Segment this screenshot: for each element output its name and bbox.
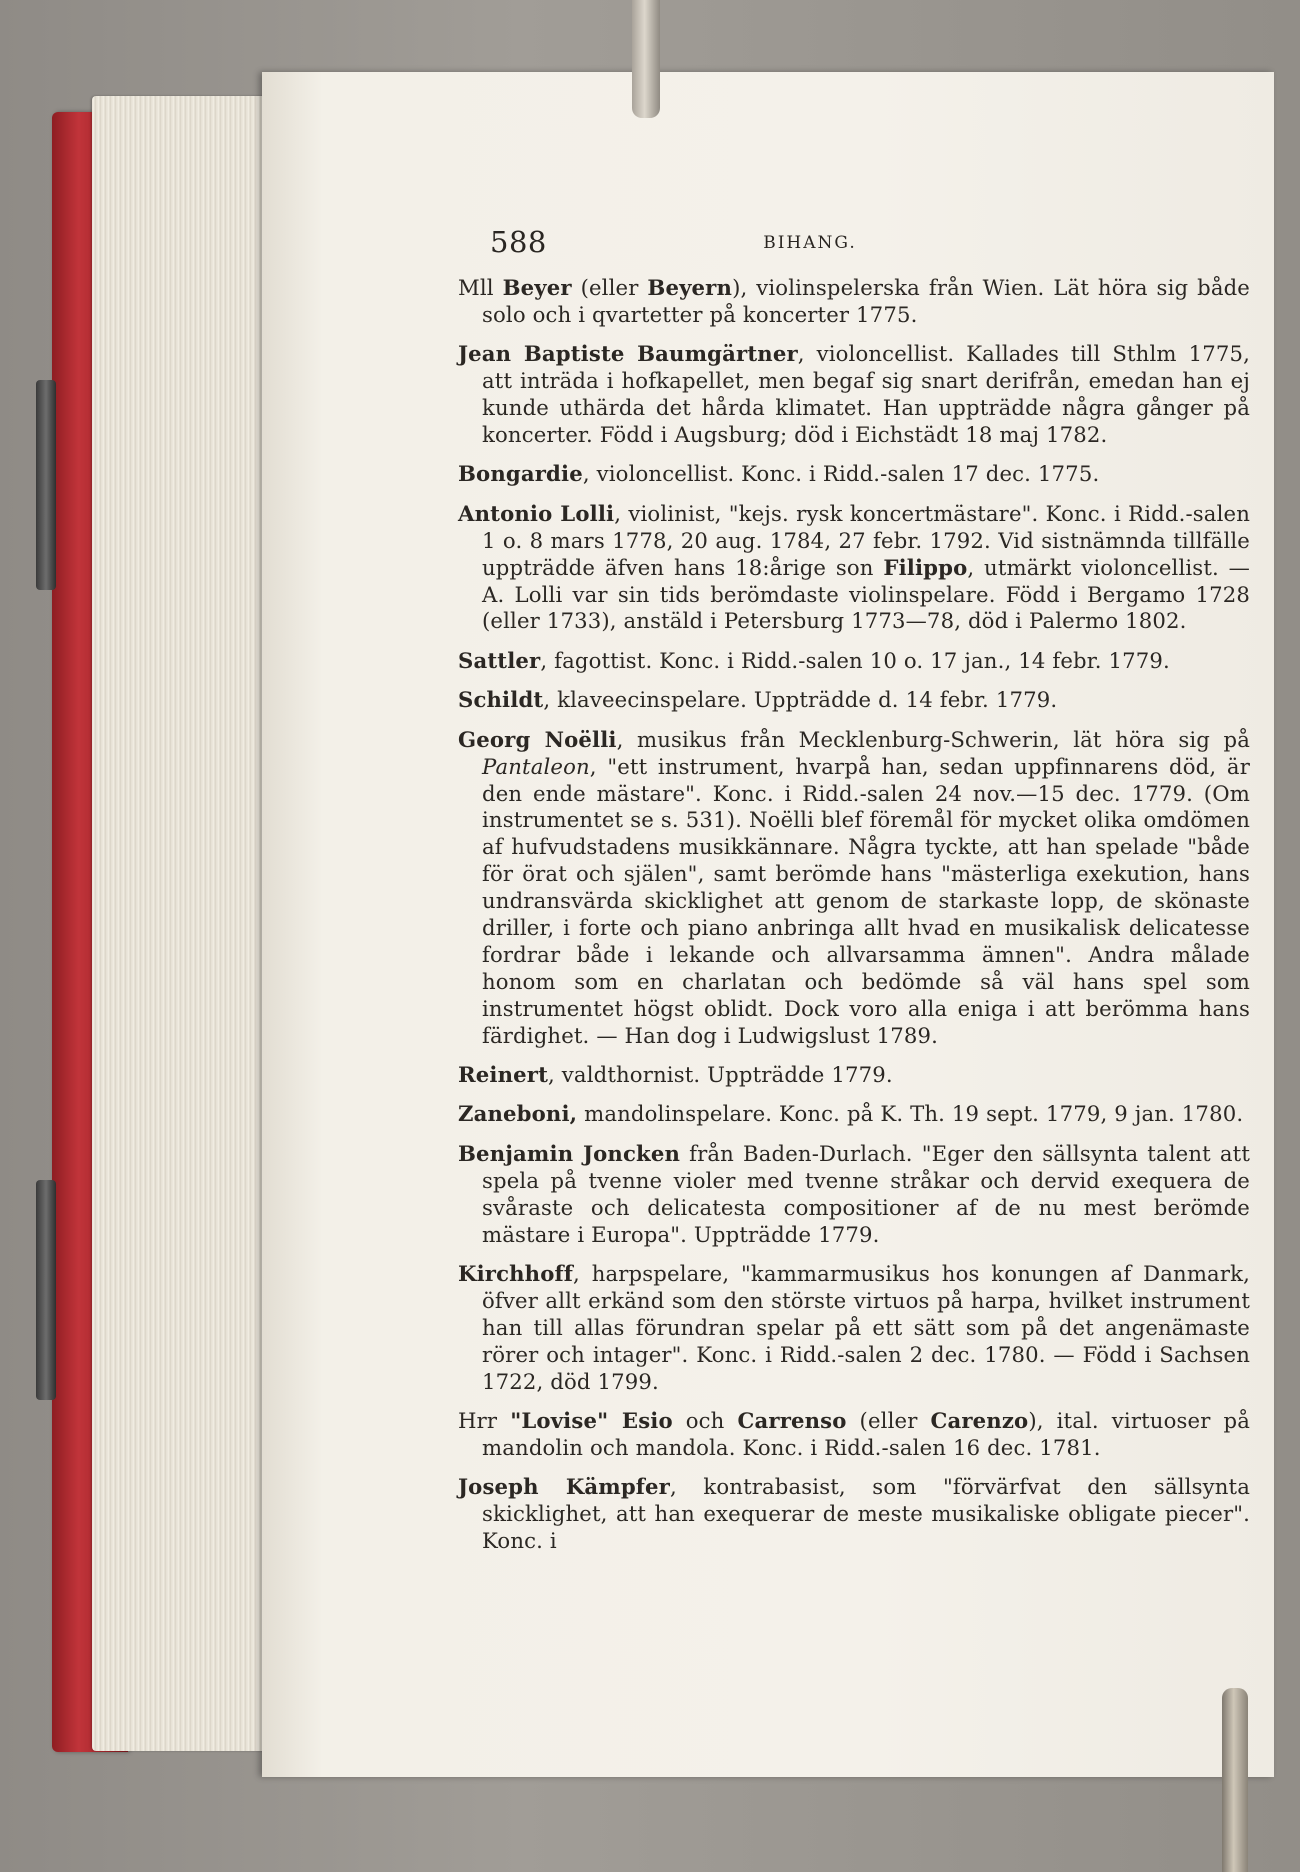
entry-text: , klaveecinspelare. Uppträdde d. 14 febr. 1779.: [543, 687, 1058, 713]
entry-italic: Pantaleon: [482, 753, 590, 779]
entry-name: Sattler: [458, 647, 541, 673]
entry-text: , fagottist. Konc. i Ridd.-salen 10 o. 17 jan., 14 febr. 1779.: [540, 647, 1170, 673]
running-head: BIHANG.: [763, 233, 857, 253]
entry-text: (eller: [571, 275, 648, 300]
entry-name: Reinert: [458, 1062, 549, 1088]
entry-name: Zaneboni,: [458, 1101, 578, 1127]
entry-text: , valdthornist. Uppträdde 1779.: [548, 1062, 893, 1088]
entry-kirchhoff: [458, 1261, 1250, 1396]
entry-prefix: Hrr: [458, 1408, 511, 1434]
entry-beyer: [458, 275, 1250, 329]
entry-name: Antonio Lolli: [458, 500, 615, 526]
entry-joncken: [458, 1141, 1250, 1249]
entry-name-alt: Filippo: [883, 554, 968, 580]
entry-name: Georg Noëlli: [458, 726, 617, 752]
entry-text: mandolinspelare. Konc. på K. Th. 19 sept. 1779, 9 jan. 1780.: [577, 1101, 1244, 1127]
entry-text: och: [672, 1408, 738, 1434]
entry-text: , "ett instrument, hvarpå han, sedan uppfinnarens död, är den ende mästare". Konc. i Ridd.-salen 24 nov.—15 dec. 1779. (Om instrumentet se s. 531). Noëlli blef föremål för mycket olika omdömen af hufvudstadens musikkännare. Några tyckte, att han spelade "både för örat och själen", samt berömde hans "mästerliga exekution, hans undransvärda skicklighet att genom de starkaste lopp, de skönaste driller, i forte och piano anbringa allt hvad en musikalisk delicatesse fordrar både i lekande och allvarsamma ämnen". Andra målade honom som en charlatan och bedömde så väl hans spel som instrumentet högst oblidt. Dock voro alla eniga i att berömma hans färdighet. — Han dog i Ludwigslust 1789.: [482, 753, 1250, 1048]
entry-text: ), ital. virtuoser på mandolin och mandola. Konc. i Ridd.-salen 16 dec. 1781.: [482, 1408, 1250, 1460]
entry-text: ), violinspelerska från Wien. Lät höra sig både solo och i qvartetter på koncerter 1775.: [482, 275, 1250, 327]
entry-text: , harpspelare, "kammarmusikus hos konungen af Danmark, öfver allt erkänd som den störste virtuos på harpa, hvilket instrument han till allas förundran spelar på ett sätt som på det angenämaste rörer och intager". Konc. i Ridd.-salen 2 dec. 1780. — Född i Sachsen 1722, död 1799.: [482, 1261, 1250, 1394]
binding-clip: [36, 380, 56, 590]
entry-text: , utmärkt violoncellist. — A. Lolli var sin tids berömdaste violinspelare. Född i Bergamo 1728 (eller 1733), anstäld i Petersburg 1773—78, död i Palermo 1802.: [482, 554, 1250, 634]
entry-esio-carrenso: [458, 1408, 1250, 1462]
entry-text: , violoncellist. Konc. i Ridd.-salen 17 dec. 1775.: [582, 461, 1100, 487]
entry-prefix: Mll: [458, 275, 503, 300]
entry-name-alt: Beyern: [647, 275, 733, 300]
entry-kampfer: [458, 1474, 1250, 1555]
entry-name: Schildt: [458, 687, 544, 713]
entry-bongardie: [458, 461, 1250, 488]
entry-name: Kirchhoff: [458, 1261, 574, 1286]
entry-lolli: [458, 501, 1250, 636]
binding-clip: [36, 1180, 56, 1400]
entry-text: , kontrabasist, som "förvärfvat den sällsynta skicklighet, att han exequerar de meste musikaliske obligate piecer". Konc. i: [482, 1474, 1250, 1554]
entry-text: från Baden-Durlach. "Eger den sällsynta talent att spela på tvenne violer med tvenne stråkar och dervid exequera de svåraste och delicatesta compositioner af de nu mest berömde mästare i Europa". Uppträdde 1779.: [482, 1140, 1250, 1247]
entry-text: (eller: [846, 1408, 931, 1434]
entry-name: Beyer: [502, 275, 572, 300]
bookmark-ribbon-bottom: [1222, 1688, 1248, 1872]
entry-name: Bongardie: [458, 461, 583, 487]
entry-schildt: [458, 687, 1250, 714]
entry-zaneboni: [458, 1101, 1250, 1128]
bookmark-ribbon-top: [632, 0, 660, 118]
page-number: 588: [490, 225, 547, 259]
page-header: [490, 225, 1130, 265]
entry-text: , violoncellist. Kallades till Sthlm 1775, att inträda i hofkapellet, men begaf sig snart derifrån, emedan han ej kunde uthärda det hårda klimatet. Han uppträdde några gånger på koncerter. Född i Augsburg; död i Eichstädt 18 maj 1782.: [482, 341, 1251, 448]
page-body: [458, 275, 1250, 1568]
entry-noelli: [458, 727, 1250, 1050]
page-edges: [92, 96, 282, 1751]
entry-name-alt: Carenzo: [930, 1408, 1029, 1434]
entry-reinert: [458, 1062, 1250, 1089]
entry-name-alt: Carrenso: [737, 1408, 847, 1434]
entry-text: , violinist, "kejs. rysk koncertmästare". Konc. i Ridd.-salen 1 o. 8 mars 1778, 20 aug. 1784, 27 febr. 1792. Vid sistnämnda tillfälle uppträdde äfven hans 18:årige son: [482, 500, 1250, 580]
entry-sattler: [458, 648, 1250, 675]
entry-name: "Lovise" Esio: [510, 1408, 673, 1434]
entry-name: Benjamin Joncken: [458, 1140, 681, 1166]
entry-baumgartner: [458, 341, 1250, 449]
entry-name: Joseph Kämpfer: [458, 1474, 670, 1500]
entry-name: Jean Baptiste Baumgärtner: [458, 341, 798, 367]
entry-text: , musikus från Mecklenburg-Schwerin, lät höra sig på: [616, 726, 1250, 752]
